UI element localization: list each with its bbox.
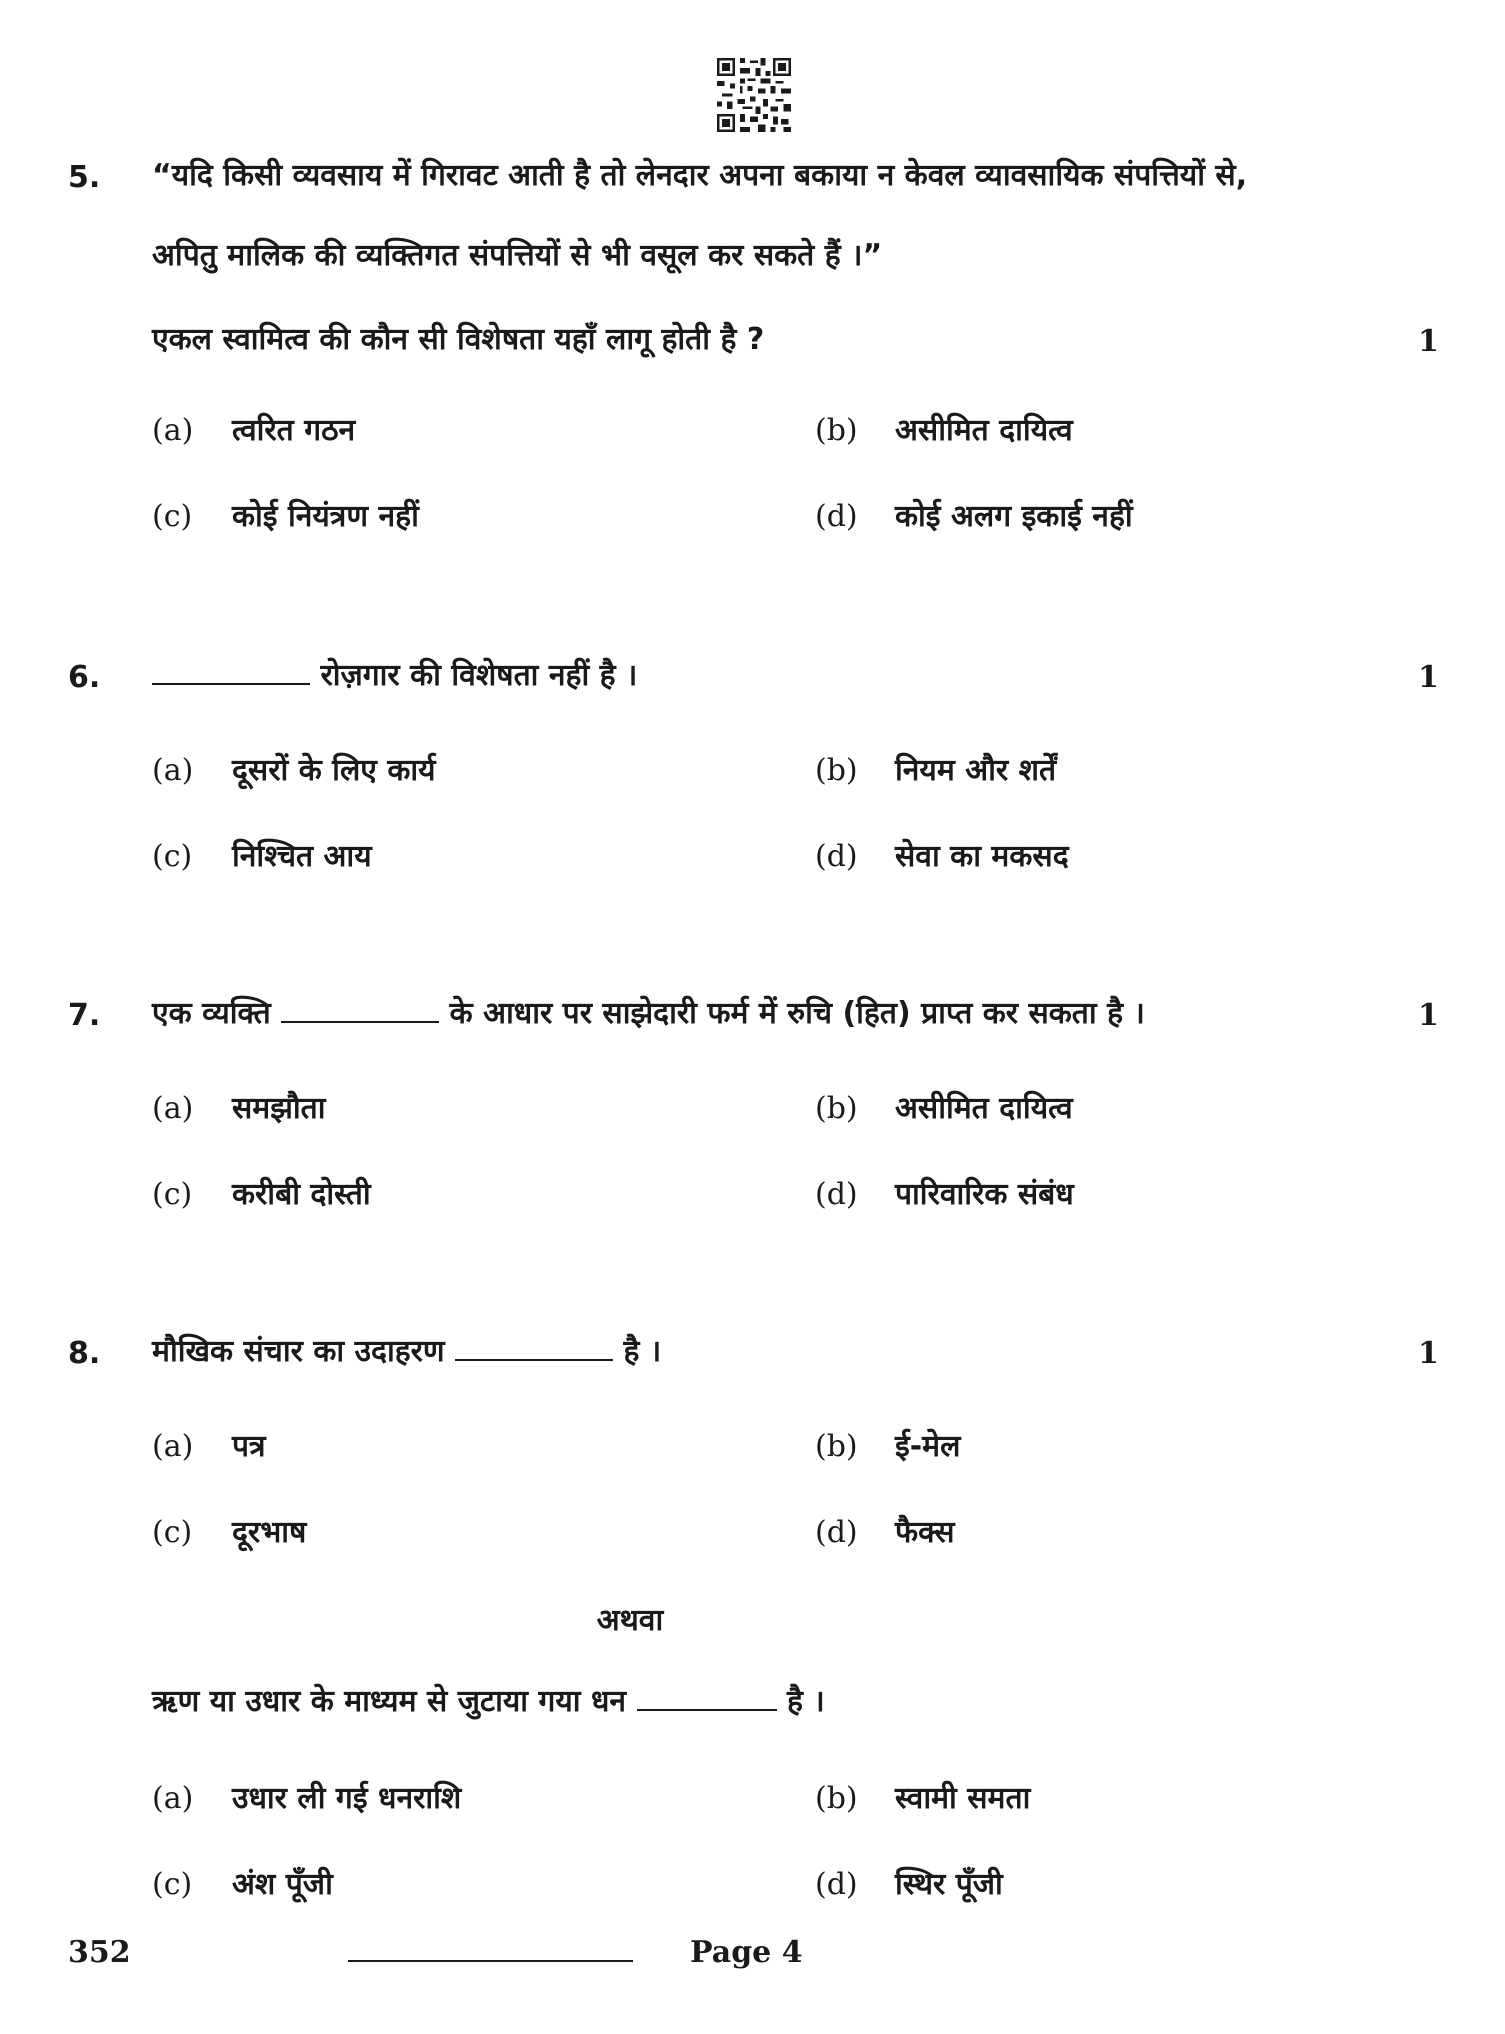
option-text: करीबी दोस्ती [232,1177,371,1212]
option-text: समझौता [232,1091,326,1126]
option-label: (b) [815,1091,858,1126]
option-label: (a) [152,413,194,448]
option-label: (a) [152,1429,194,1464]
paper-code: 352 [68,1935,131,1970]
question-5-option-a [152,408,355,449]
question-6-marks: 1 [1418,660,1439,695]
question-7-marks: 1 [1418,998,1439,1033]
alternate-option-d [815,1862,1003,1903]
qr-code-icon [717,58,791,132]
question-6-option-d [815,834,1069,875]
option-text: अंश पूँजी [232,1867,333,1902]
question-7-text-after: के आधार पर साझेदारी फर्म में रुचि (हित) प्राप्त कर सकता है । [449,996,1145,1031]
question-6-option-a [152,748,436,789]
or-divider-label: अथवा [596,1603,664,1638]
option-text: स्थिर पूँजी [895,1867,1003,1902]
question-7-option-b [815,1086,1073,1127]
question-5-option-d [815,494,1133,535]
footer-divider [348,1960,633,1962]
fill-in-blank [455,1355,613,1361]
fill-in-blank [281,1017,439,1023]
question-7-number: 7. [68,998,101,1033]
question-8-marks: 1 [1418,1336,1439,1371]
question-8-option-d [815,1510,955,1551]
question-8-option-a [152,1424,266,1465]
option-text: असीमित दायित्व [895,1091,1073,1126]
option-label: (d) [815,839,858,874]
option-text: असीमित दायित्व [895,413,1073,448]
question-5-line-2: अपितु मालिक की व्यक्तिगत संपत्तियों से भी वसूल कर सकते हैं ।” [152,238,883,273]
question-7-option-a [152,1086,326,1127]
option-label: (c) [152,499,193,534]
option-text: दूसरों के लिए कार्य [232,753,436,788]
question-5-marks: 1 [1418,324,1439,359]
question-5-option-b [815,408,1073,449]
question-8-option-b [815,1424,960,1465]
question-6-text-after: रोज़गार की विशेषता नहीं है । [320,658,638,693]
option-text: ई-मेल [895,1429,961,1464]
question-6-text [152,656,637,696]
question-6-option-b [815,748,1056,789]
option-label: (a) [152,753,194,788]
option-text: निश्चित आय [232,839,372,874]
option-label: (b) [815,413,858,448]
option-label: (a) [152,1091,194,1126]
question-7-option-d [815,1172,1074,1213]
alternate-option-c [152,1862,333,1903]
option-text: पत्र [232,1429,266,1464]
option-text: नियम और शर्तें [895,753,1057,788]
option-label: (c) [152,839,193,874]
option-label: (b) [815,753,858,788]
option-text: त्वरित गठन [232,413,356,448]
question-8-text-before: मौखिक संचार का उदाहरण [152,1334,445,1369]
question-6-number: 6. [68,660,101,695]
option-text: कोई अलग इकाई नहीं [895,499,1133,534]
question-5-number: 5. [68,160,101,195]
question-8-option-c [152,1510,306,1551]
question-7-text-before: एक व्यक्ति [152,996,271,1031]
page-number: Page 4 [690,1935,803,1970]
alternate-question-text [152,1682,825,1722]
option-label: (d) [815,1177,858,1212]
option-label: (a) [152,1781,194,1816]
alternate-option-a [152,1776,461,1817]
option-text: पारिवारिक संबंध [895,1177,1074,1212]
alternate-text-before: ऋण या उधार के माध्यम से जुटाया गया धन [152,1684,627,1719]
question-8-text-after: है । [623,1334,662,1369]
option-text: दूरभाष [232,1515,307,1550]
question-7-option-c [152,1172,371,1213]
question-6-option-c [152,834,372,875]
option-label: (c) [152,1177,193,1212]
question-5-line-1: “यदि किसी व्यवसाय में गिरावट आती है तो लेनदार अपना बकाया न केवल व्यावसायिक संपत्तियों से, [152,158,1248,193]
option-label: (d) [815,1867,858,1902]
option-text: स्वामी समता [895,1781,1031,1816]
option-label: (c) [152,1867,193,1902]
option-text: कोई नियंत्रण नहीं [232,499,419,534]
option-label: (b) [815,1781,858,1816]
alternate-option-b [815,1776,1030,1817]
question-8-number: 8. [68,1336,101,1371]
option-text: सेवा का मकसद [895,839,1069,874]
fill-in-blank [152,679,310,685]
question-5-line-3: एकल स्वामित्व की कौन सी विशेषता यहाँ लागू होती है ? [152,322,765,357]
question-5-option-c [152,494,419,535]
option-label: (b) [815,1429,858,1464]
alternate-text-after: है । [786,1684,825,1719]
option-text: उधार ली गई धनराशि [232,1781,462,1816]
option-text: फैक्स [895,1515,955,1550]
option-label: (d) [815,1515,858,1550]
option-label: (c) [152,1515,193,1550]
option-label: (d) [815,499,858,534]
question-7-text [152,994,1145,1034]
question-8-text [152,1332,661,1372]
fill-in-blank [637,1705,777,1711]
